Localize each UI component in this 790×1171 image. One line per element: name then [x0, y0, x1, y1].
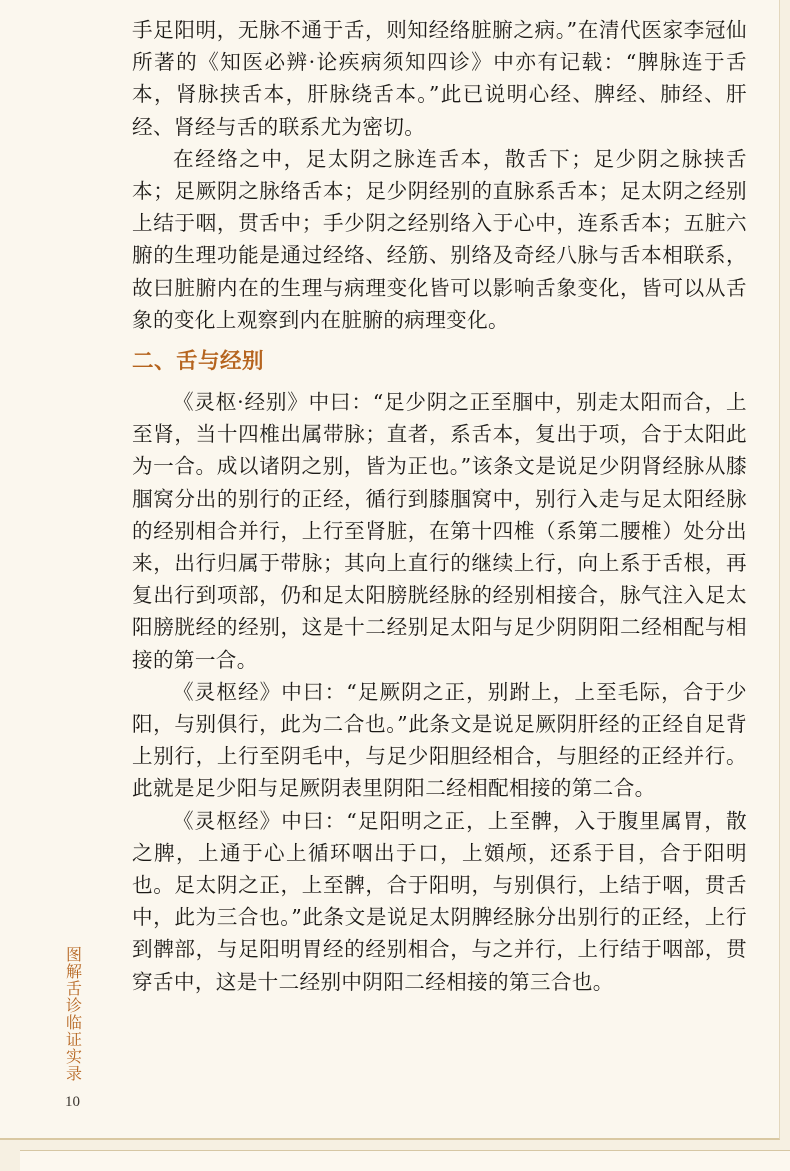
paragraph-1: 手足阳明，无脉不通于舌，则知经络脏腑之病。”在清代医家李冠仙所著的《知医必辨·论疾病须知四诊》中亦有记载：“脾脉连于舌本，肾脉挟舌本，肝脉绕舌本。”此已说明心经、脾经、肺经、肝经、肾经与舌的联系尤为密切。 — [132, 18, 747, 139]
next-page-edge — [20, 1150, 790, 1171]
paragraph-5: 《灵枢经》中曰：“足阳明之正，上至髀，入于腹里属胃，散之脾，上通于心上循环咽出于口，上頞颅，还系于目，合于阳明也。足太阴之正，上至髀，合于阳明，与别俱行，上结于咽，贯舌中，此为三合也。”此条文是说足太阴脾经脉分出别行的正经，上行到髀部，与足阳明胃经的经别相合，与之并行，上行结于咽部，贯穿舌中，这是十二经别中阴阳二经相接的第三合也。 — [132, 808, 747, 994]
paragraph-3: 《灵枢·经别》中曰：“足少阴之正至腘中，别走太阳而合，上至肾，当十四椎出属带脉；直者，系舌本，复出于项，合于太阳此为一合。成以诸阴之别，皆为正也。”该条文是说足少阴肾经脉从膝腘窝分出的别行的正经，循行到膝腘窝中，别行入走与足太阳经脉的经别相合并行，上行至肾脏，在第十四椎（系第二腰椎）处分出来，出行归属于带脉；其向上直行的继续上行，向上系于舌根，再复出行到项部，仍和足太阳膀胱经脉的经别相接合，脉气注入足太阳膀胱经的经别，这是十二经别足太阳与足少阴阴阳二经相配与相接的第一合。 — [132, 390, 747, 672]
section-heading: 二、舌与经别 — [132, 349, 265, 375]
page-number: 10 — [65, 1094, 80, 1110]
page-body — [132, 14, 747, 998]
paragraph-2: 在经络之中，足太阴之脉连舌本，散舌下；足少阴之脉挟舌本；足厥阴之脉络舌本；足少阴经别的直脉系舌本；足太阴之经别上结于咽，贯舌中；手少阴之经别络入于心中，连系舌本；五脏六腑的生理功能是通过经络、经筋、别络及奇经八脉与舌本相联系，故曰脏腑内在的生理与病理变化皆可以影响舌象变化，皆可以从舌象的变化上观察到内在脏腑的病理变化。 — [132, 146, 747, 332]
paragraph-4: 《灵枢经》中曰：“足厥阴之正，别跗上，上至毛际，合于少阳，与别俱行，此为二合也。”此条文是说足厥阴肝经的正经自足背上别行，上行至阴毛中，与足少阳胆经相合，与胆经的正经并行。此就是足少阳与足厥阴表里阴阳二经相配相接的第二合。 — [132, 679, 747, 801]
book-title-vertical: 图解舌诊临证实录 — [65, 945, 82, 1083]
